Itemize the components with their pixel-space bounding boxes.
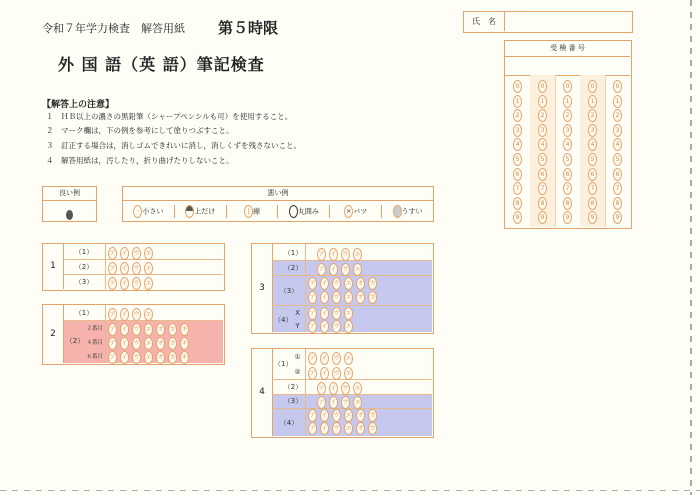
- answer-bubble[interactable]: オ: [156, 351, 165, 364]
- exam-number-write-row[interactable]: [505, 57, 630, 76]
- good-example-box: [42, 186, 97, 222]
- answer-bubble[interactable]: エ: [144, 262, 153, 275]
- answer-bubble[interactable]: エ: [344, 320, 353, 333]
- answer-bubble[interactable]: ア: [308, 422, 317, 435]
- answer-bubble[interactable]: ウ: [132, 337, 141, 350]
- exam-number-columns: [505, 75, 630, 227]
- row-label: ①: [294, 353, 301, 361]
- q4-r4-label: （4）: [279, 419, 299, 427]
- answer-bubble[interactable]: 1: [588, 95, 597, 108]
- answer-bubble[interactable]: 4: [588, 138, 597, 151]
- answer-bubble[interactable]: ウ: [341, 248, 350, 261]
- answer-bubble[interactable]: 6: [538, 168, 547, 181]
- answer-bubble[interactable]: 2: [538, 109, 547, 122]
- answer-bubble[interactable]: エ: [344, 307, 353, 320]
- answer-bubble[interactable]: オ: [356, 409, 365, 422]
- question-2-number: 2: [43, 305, 64, 363]
- row-label: （2）: [283, 383, 303, 391]
- note-4: ４ 解答用紙は，汚したり，折り曲げたりしないこと。: [46, 156, 234, 165]
- answer-bubble[interactable]: 3: [513, 124, 522, 137]
- answer-bubble[interactable]: イ: [120, 337, 129, 350]
- answer-bubble[interactable]: イ: [120, 247, 129, 260]
- answer-bubble[interactable]: イ: [320, 307, 329, 320]
- answer-bubble[interactable]: 4: [613, 138, 622, 151]
- filled-bubble-icon: [66, 210, 73, 220]
- row-label: （1）: [283, 249, 303, 257]
- answer-bubble[interactable]: イ: [120, 277, 129, 290]
- answer-bubble[interactable]: ウ: [132, 351, 141, 364]
- answer-bubble[interactable]: イ: [329, 248, 338, 261]
- answer-bubble[interactable]: ウ: [332, 277, 341, 290]
- answer-row: [305, 409, 380, 422]
- row-label: ②: [294, 368, 301, 376]
- row-label: Y: [295, 321, 300, 330]
- question-3-number: 3: [252, 244, 273, 332]
- answer-bubble[interactable]: 6: [513, 168, 522, 181]
- answer-bubble[interactable]: イ: [320, 320, 329, 333]
- answer-bubble[interactable]: エ: [144, 277, 153, 290]
- answer-bubble[interactable]: イ: [120, 262, 129, 275]
- answer-bubble[interactable]: 8: [563, 197, 572, 210]
- q3-r3-label: （3）: [279, 287, 299, 295]
- perforation-right: [690, 0, 692, 495]
- answer-bubble[interactable]: 0: [613, 80, 622, 93]
- answer-bubble[interactable]: 9: [538, 211, 547, 224]
- top-mark-icon: [185, 205, 194, 218]
- row-label: （1）: [74, 309, 94, 317]
- answer-bubble[interactable]: エ: [344, 291, 353, 304]
- answer-bubble[interactable]: 1: [563, 95, 572, 108]
- answer-bubble[interactable]: ア: [317, 382, 326, 395]
- answer-bubble[interactable]: エ: [353, 396, 362, 409]
- bad-example-label: 悪い例: [123, 187, 433, 201]
- page-title: 外 国 語（英 語）筆記検査: [58, 55, 265, 74]
- answer-bubble[interactable]: イ: [320, 291, 329, 304]
- answer-bubble[interactable]: ア: [108, 247, 117, 260]
- good-example-label: 良い例: [43, 187, 96, 201]
- answer-bubble[interactable]: イ: [320, 367, 329, 380]
- question-4-box: [251, 348, 434, 438]
- answer-bubble[interactable]: ア: [317, 248, 326, 261]
- answer-bubble[interactable]: オ: [156, 323, 165, 336]
- note-2: ２ マーク欄は，下の例を参考にして塗りつぶすこと。: [46, 126, 234, 135]
- answer-bubble[interactable]: 8: [588, 197, 597, 210]
- answer-bubble[interactable]: 8: [513, 197, 522, 210]
- answer-bubble[interactable]: 6: [588, 168, 597, 181]
- circle-mark-icon: [289, 205, 298, 218]
- answer-bubble[interactable]: イ: [320, 409, 329, 422]
- answer-bubble[interactable]: ア: [308, 277, 317, 290]
- answer-bubble[interactable]: ア: [308, 409, 317, 422]
- answer-bubble[interactable]: 8: [538, 197, 547, 210]
- bad-example-box: [122, 186, 434, 222]
- answer-bubble[interactable]: 2: [513, 109, 522, 122]
- row-label: （2）: [74, 263, 94, 271]
- answer-bubble[interactable]: 2: [588, 109, 597, 122]
- small-mark-icon: ·: [133, 205, 142, 218]
- answer-bubble[interactable]: イ: [120, 308, 129, 321]
- answer-bubble[interactable]: 6: [563, 168, 572, 181]
- answer-bubble[interactable]: オ: [356, 422, 365, 435]
- answer-bubble[interactable]: ウ: [332, 291, 341, 304]
- answer-bubble[interactable]: ウ: [341, 263, 350, 276]
- bad-example-top: 上だけ: [175, 205, 227, 218]
- answer-bubble[interactable]: ア: [108, 337, 117, 350]
- question-1-number: 1: [43, 244, 64, 289]
- answer-bubble[interactable]: イ: [120, 323, 129, 336]
- answer-bubble[interactable]: ア: [108, 262, 117, 275]
- answer-bubble[interactable]: ウ: [132, 308, 141, 321]
- answer-row: [63, 275, 156, 289]
- period-title: 第５時限: [218, 19, 279, 37]
- answer-row: [272, 261, 365, 275]
- name-field[interactable]: [463, 11, 633, 33]
- answer-bubble[interactable]: キ: [180, 337, 189, 350]
- answer-bubble[interactable]: ウ: [341, 396, 350, 409]
- answer-bubble[interactable]: エ: [344, 422, 353, 435]
- row-label: （2）: [283, 264, 303, 272]
- answer-bubble[interactable]: カ: [368, 409, 377, 422]
- answer-bubble[interactable]: ウ: [341, 382, 350, 395]
- answer-row: [63, 349, 192, 363]
- answer-bubble[interactable]: 3: [563, 124, 572, 137]
- answer-bubble[interactable]: ウ: [132, 323, 141, 336]
- answer-bubble[interactable]: 1: [513, 95, 522, 108]
- answer-bubble[interactable]: ウ: [332, 422, 341, 435]
- answer-bubble[interactable]: 5: [613, 153, 622, 166]
- answer-bubble[interactable]: 9: [613, 211, 622, 224]
- answer-bubble[interactable]: ウ: [332, 320, 341, 333]
- answer-row: [272, 394, 365, 408]
- question-2-box: [42, 304, 225, 365]
- bad-example-faint: うすい: [382, 205, 433, 218]
- answer-bubble[interactable]: カ: [368, 422, 377, 435]
- exam-number-column: [555, 75, 581, 227]
- answer-bubble[interactable]: 1: [613, 95, 622, 108]
- answer-bubble[interactable]: ア: [317, 396, 326, 409]
- answer-bubble[interactable]: オ: [356, 277, 365, 290]
- answer-bubble[interactable]: 7: [513, 182, 522, 195]
- answer-bubble[interactable]: 4: [513, 138, 522, 151]
- answer-bubble[interactable]: エ: [144, 337, 153, 350]
- answer-bubble[interactable]: オ: [356, 291, 365, 304]
- answer-bubble[interactable]: ウ: [332, 352, 341, 365]
- answer-bubble[interactable]: ウ: [132, 247, 141, 260]
- answer-bubble[interactable]: 0: [538, 80, 547, 93]
- answer-bubble[interactable]: 3: [613, 124, 622, 137]
- answer-bubble[interactable]: キ: [180, 351, 189, 364]
- notes-heading: 【解答上の注意】: [42, 100, 115, 110]
- note-3: ３ 訂正する場合は，消しゴムできれいに消し，消しくずを残さないこと。: [46, 141, 301, 150]
- answer-bubble[interactable]: ア: [308, 352, 317, 365]
- answer-bubble[interactable]: エ: [144, 323, 153, 336]
- answer-bubble[interactable]: 9: [513, 211, 522, 224]
- row-label: （1）: [74, 248, 94, 256]
- answer-bubble[interactable]: 0: [563, 80, 572, 93]
- answer-bubble[interactable]: ア: [108, 277, 117, 290]
- answer-bubble[interactable]: 5: [513, 153, 522, 166]
- answer-bubble[interactable]: エ: [353, 263, 362, 276]
- answer-bubble[interactable]: 7: [563, 182, 572, 195]
- answer-bubble[interactable]: 6: [613, 168, 622, 181]
- answer-bubble[interactable]: 5: [563, 153, 572, 166]
- question-2-sub-label: （2）: [65, 337, 85, 345]
- answer-bubble[interactable]: エ: [344, 352, 353, 365]
- answer-bubble[interactable]: 7: [538, 182, 547, 195]
- answer-row: [305, 290, 380, 304]
- answer-bubble[interactable]: 1: [538, 95, 547, 108]
- note-1: １ ＨＢ以上の濃さの黒鉛筆（シャープペンシルも可）を使用すること。: [46, 112, 293, 121]
- answer-bubble[interactable]: キ: [180, 323, 189, 336]
- row-label: （3）: [283, 397, 303, 405]
- answer-bubble[interactable]: 7: [588, 182, 597, 195]
- bad-example-line: | 線: [227, 205, 279, 218]
- faint-mark-icon: [393, 205, 402, 218]
- answer-bubble[interactable]: 8: [613, 197, 622, 210]
- bad-example-small: · 小さい: [123, 205, 175, 218]
- answer-bubble[interactable]: エ: [344, 367, 353, 380]
- answer-bubble[interactable]: カ: [168, 337, 177, 350]
- question-1-box: [42, 243, 225, 291]
- perforation-bottom: [0, 490, 700, 491]
- answer-bubble[interactable]: エ: [144, 351, 153, 364]
- answer-bubble[interactable]: ア: [317, 263, 326, 276]
- answer-bubble[interactable]: イ: [320, 277, 329, 290]
- answer-bubble[interactable]: ア: [308, 307, 317, 320]
- answer-row: [305, 276, 380, 290]
- question-4-number: 4: [252, 349, 273, 436]
- answer-bubble[interactable]: イ: [329, 382, 338, 395]
- answer-bubble[interactable]: 0: [588, 80, 597, 93]
- row-label: ２番目: [86, 326, 103, 332]
- answer-bubble[interactable]: ア: [108, 351, 117, 364]
- answer-bubble[interactable]: カ: [368, 291, 377, 304]
- bad-example-cross: × バツ: [330, 205, 382, 218]
- answer-bubble[interactable]: 7: [613, 182, 622, 195]
- answer-bubble[interactable]: 5: [588, 153, 597, 166]
- line-mark-icon: |: [244, 205, 253, 218]
- answer-bubble[interactable]: イ: [120, 351, 129, 364]
- answer-bubble[interactable]: ウ: [132, 262, 141, 275]
- answer-bubble[interactable]: エ: [344, 409, 353, 422]
- exam-header: 令和７年学力検査 解答用紙: [42, 22, 185, 35]
- exam-number-label: 受 検 番 号: [505, 41, 630, 57]
- exam-number-column: [580, 75, 606, 227]
- exam-number-column: [605, 75, 630, 227]
- answer-bubble[interactable]: 2: [613, 109, 622, 122]
- answer-bubble[interactable]: 4: [538, 138, 547, 151]
- answer-bubble[interactable]: 4: [563, 138, 572, 151]
- exam-number-column: [505, 75, 531, 227]
- answer-bubble[interactable]: イ: [329, 396, 338, 409]
- row-label: （3）: [74, 278, 94, 286]
- answer-bubble[interactable]: 5: [538, 153, 547, 166]
- answer-bubble[interactable]: カ: [368, 277, 377, 290]
- answer-bubble[interactable]: 0: [513, 80, 522, 93]
- answer-bubble[interactable]: イ: [320, 422, 329, 435]
- answer-bubble[interactable]: ア: [308, 320, 317, 333]
- answer-bubble[interactable]: 9: [563, 211, 572, 224]
- q3-r4-label: （4）: [274, 316, 293, 324]
- answer-bubble[interactable]: エ: [344, 277, 353, 290]
- answer-bubble[interactable]: エ: [144, 308, 153, 321]
- answer-bubble[interactable]: ア: [308, 291, 317, 304]
- answer-row: [290, 319, 356, 332]
- answer-bubble[interactable]: ア: [308, 367, 317, 380]
- answer-bubble[interactable]: ウ: [332, 367, 341, 380]
- answer-bubble[interactable]: 9: [588, 211, 597, 224]
- row-label: ４番目: [86, 340, 103, 346]
- answer-bubble[interactable]: ア: [108, 323, 117, 336]
- exam-number-grid: [504, 40, 632, 229]
- answer-bubble[interactable]: エ: [353, 248, 362, 261]
- answer-bubble[interactable]: 3: [538, 124, 547, 137]
- answer-bubble[interactable]: カ: [168, 351, 177, 364]
- answer-bubble[interactable]: ウ: [132, 277, 141, 290]
- answer-bubble[interactable]: エ: [144, 247, 153, 260]
- row-label: X: [295, 308, 300, 317]
- answer-bubble[interactable]: 3: [588, 124, 597, 137]
- q4-r1-label: （1）: [274, 360, 293, 368]
- answer-bubble[interactable]: 2: [563, 109, 572, 122]
- exam-number-column: [530, 75, 556, 227]
- answer-bubble[interactable]: オ: [156, 337, 165, 350]
- answer-bubble[interactable]: ウ: [332, 307, 341, 320]
- answer-bubble[interactable]: ア: [108, 308, 117, 321]
- answer-bubble[interactable]: イ: [320, 352, 329, 365]
- answer-bubble[interactable]: カ: [168, 323, 177, 336]
- answer-row: [305, 422, 380, 435]
- answer-bubble[interactable]: ウ: [332, 409, 341, 422]
- question-3-box: [251, 243, 434, 334]
- answer-bubble[interactable]: エ: [353, 382, 362, 395]
- cross-mark-icon: ×: [344, 205, 353, 218]
- row-label: ６番目: [86, 354, 103, 360]
- name-label: 氏 名: [464, 12, 505, 31]
- answer-bubble[interactable]: イ: [329, 263, 338, 276]
- bad-example-circle: 丸囲み: [278, 205, 330, 218]
